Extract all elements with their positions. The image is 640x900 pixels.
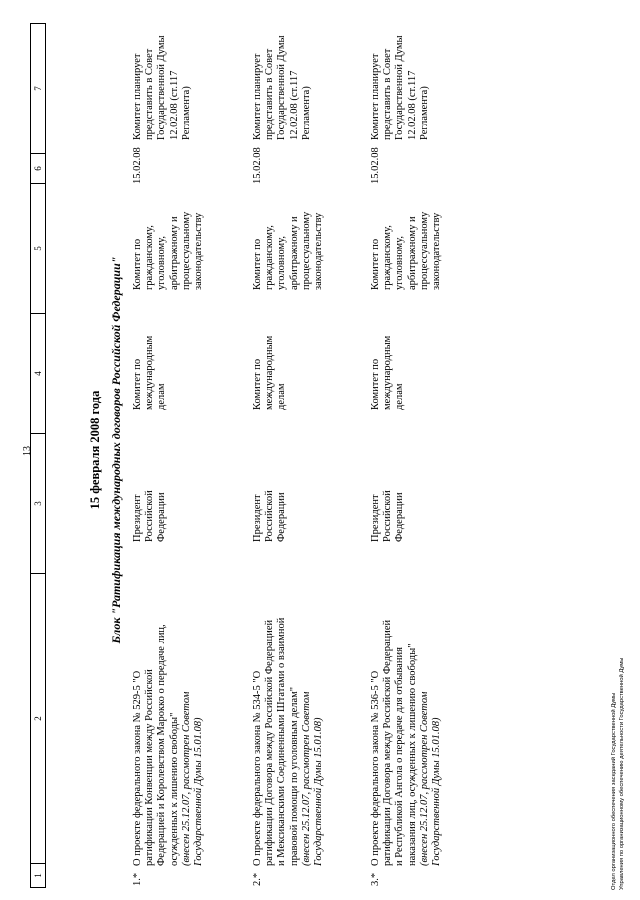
committee-co: Комитет по гражданскому, уголовному, арбитражному и процессуальному законодательству bbox=[370, 211, 443, 290]
initiator: Президент Российской Федерации bbox=[252, 490, 288, 542]
page-number: 13 bbox=[22, 446, 33, 456]
footer bbox=[610, 658, 626, 890]
column-number-header bbox=[30, 23, 46, 888]
footer-line-2: Управления по организационному обеспечению деятельности Государственной Думы bbox=[619, 657, 625, 890]
remark: Комитет планирует представить в Совет Государственной Думы 12.02.08 (ст.117 Регламента) bbox=[370, 35, 430, 140]
column-number-4: 4 bbox=[31, 314, 46, 434]
column-number-3: 3 bbox=[31, 434, 46, 574]
row-number: 2.* bbox=[252, 872, 263, 886]
footer-line-1: Отдел организационного обеспечения заседаний Государственной Думы bbox=[611, 692, 617, 890]
column-number-7: 7 bbox=[31, 24, 46, 154]
column-number-6: 6 bbox=[31, 154, 46, 184]
committee-main: Комитет по международным делам bbox=[132, 335, 168, 410]
date: 15.02.08 bbox=[370, 147, 381, 184]
bill-title: О проекте федерального закона № 536-5 "О ратификации Договора между Российской Федерацией и Республикой Ангола о передаче для отбывания наказания лиц, осужденных к лишению свободы" bbox=[370, 619, 418, 866]
bill-title: О проекте федерального закона № 534-5 "О ратификации Договора между Российской Федерацией и Мексиканскими Соединенными Штатами о взаимной правовой помощи по уголовным делам" bbox=[252, 617, 300, 866]
column-number-5: 5 bbox=[31, 184, 46, 314]
remark: Комитет планирует представить в Совет Государственной Думы 12.02.08 (ст.117 Регламента) bbox=[252, 35, 312, 140]
committee-main: Комитет по международным делам bbox=[252, 335, 288, 410]
date-heading: 15 февраля 2008 года bbox=[88, 390, 102, 510]
date: 15.02.08 bbox=[132, 147, 143, 184]
block-heading: Блок "Ратификация международных договоров Российской Федерации" bbox=[109, 256, 123, 644]
bill-note: (внесен 25.12.07, рассмотрен Советом Государственной Думы 15.01.08) bbox=[180, 691, 205, 866]
initiator: Президент Российской Федерации bbox=[132, 490, 168, 542]
row-number: 1.* bbox=[132, 872, 143, 886]
committee-co: Комитет по гражданскому, уголовному, арбитражному и процессуальному законодательству bbox=[132, 211, 205, 290]
bill-description bbox=[132, 616, 205, 866]
column-number-2: 2 bbox=[31, 574, 46, 864]
committee-co: Комитет по гражданскому, уголовному, арбитражному и процессуальному законодательству bbox=[252, 211, 325, 290]
bill-description bbox=[252, 616, 325, 866]
remark: Комитет планирует представить в Совет Государственной Думы 12.02.08 (ст.117 Регламента) bbox=[132, 35, 192, 140]
bill-note: (внесен 25.12.07, рассмотрен Советом Государственной Думы 15.01.08) bbox=[300, 691, 325, 866]
row-number: 3.* bbox=[370, 872, 381, 886]
bill-title: О проекте федерального закона № 529-5 "О ратификации Конвенции между Российской Федерацией и Королевством Марокко о передаче лиц, осужденных к лишению свободы" bbox=[132, 624, 180, 866]
bill-description bbox=[370, 616, 443, 866]
initiator: Президент Российской Федерации bbox=[370, 490, 406, 542]
committee-main: Комитет по международным делам bbox=[370, 335, 406, 410]
date: 15.02.08 bbox=[252, 147, 263, 184]
column-number-1: 1 bbox=[31, 864, 46, 888]
bill-note: (внесен 25.12.07, рассмотрен Советом Государственной Думы 15.01.08) bbox=[418, 691, 443, 866]
